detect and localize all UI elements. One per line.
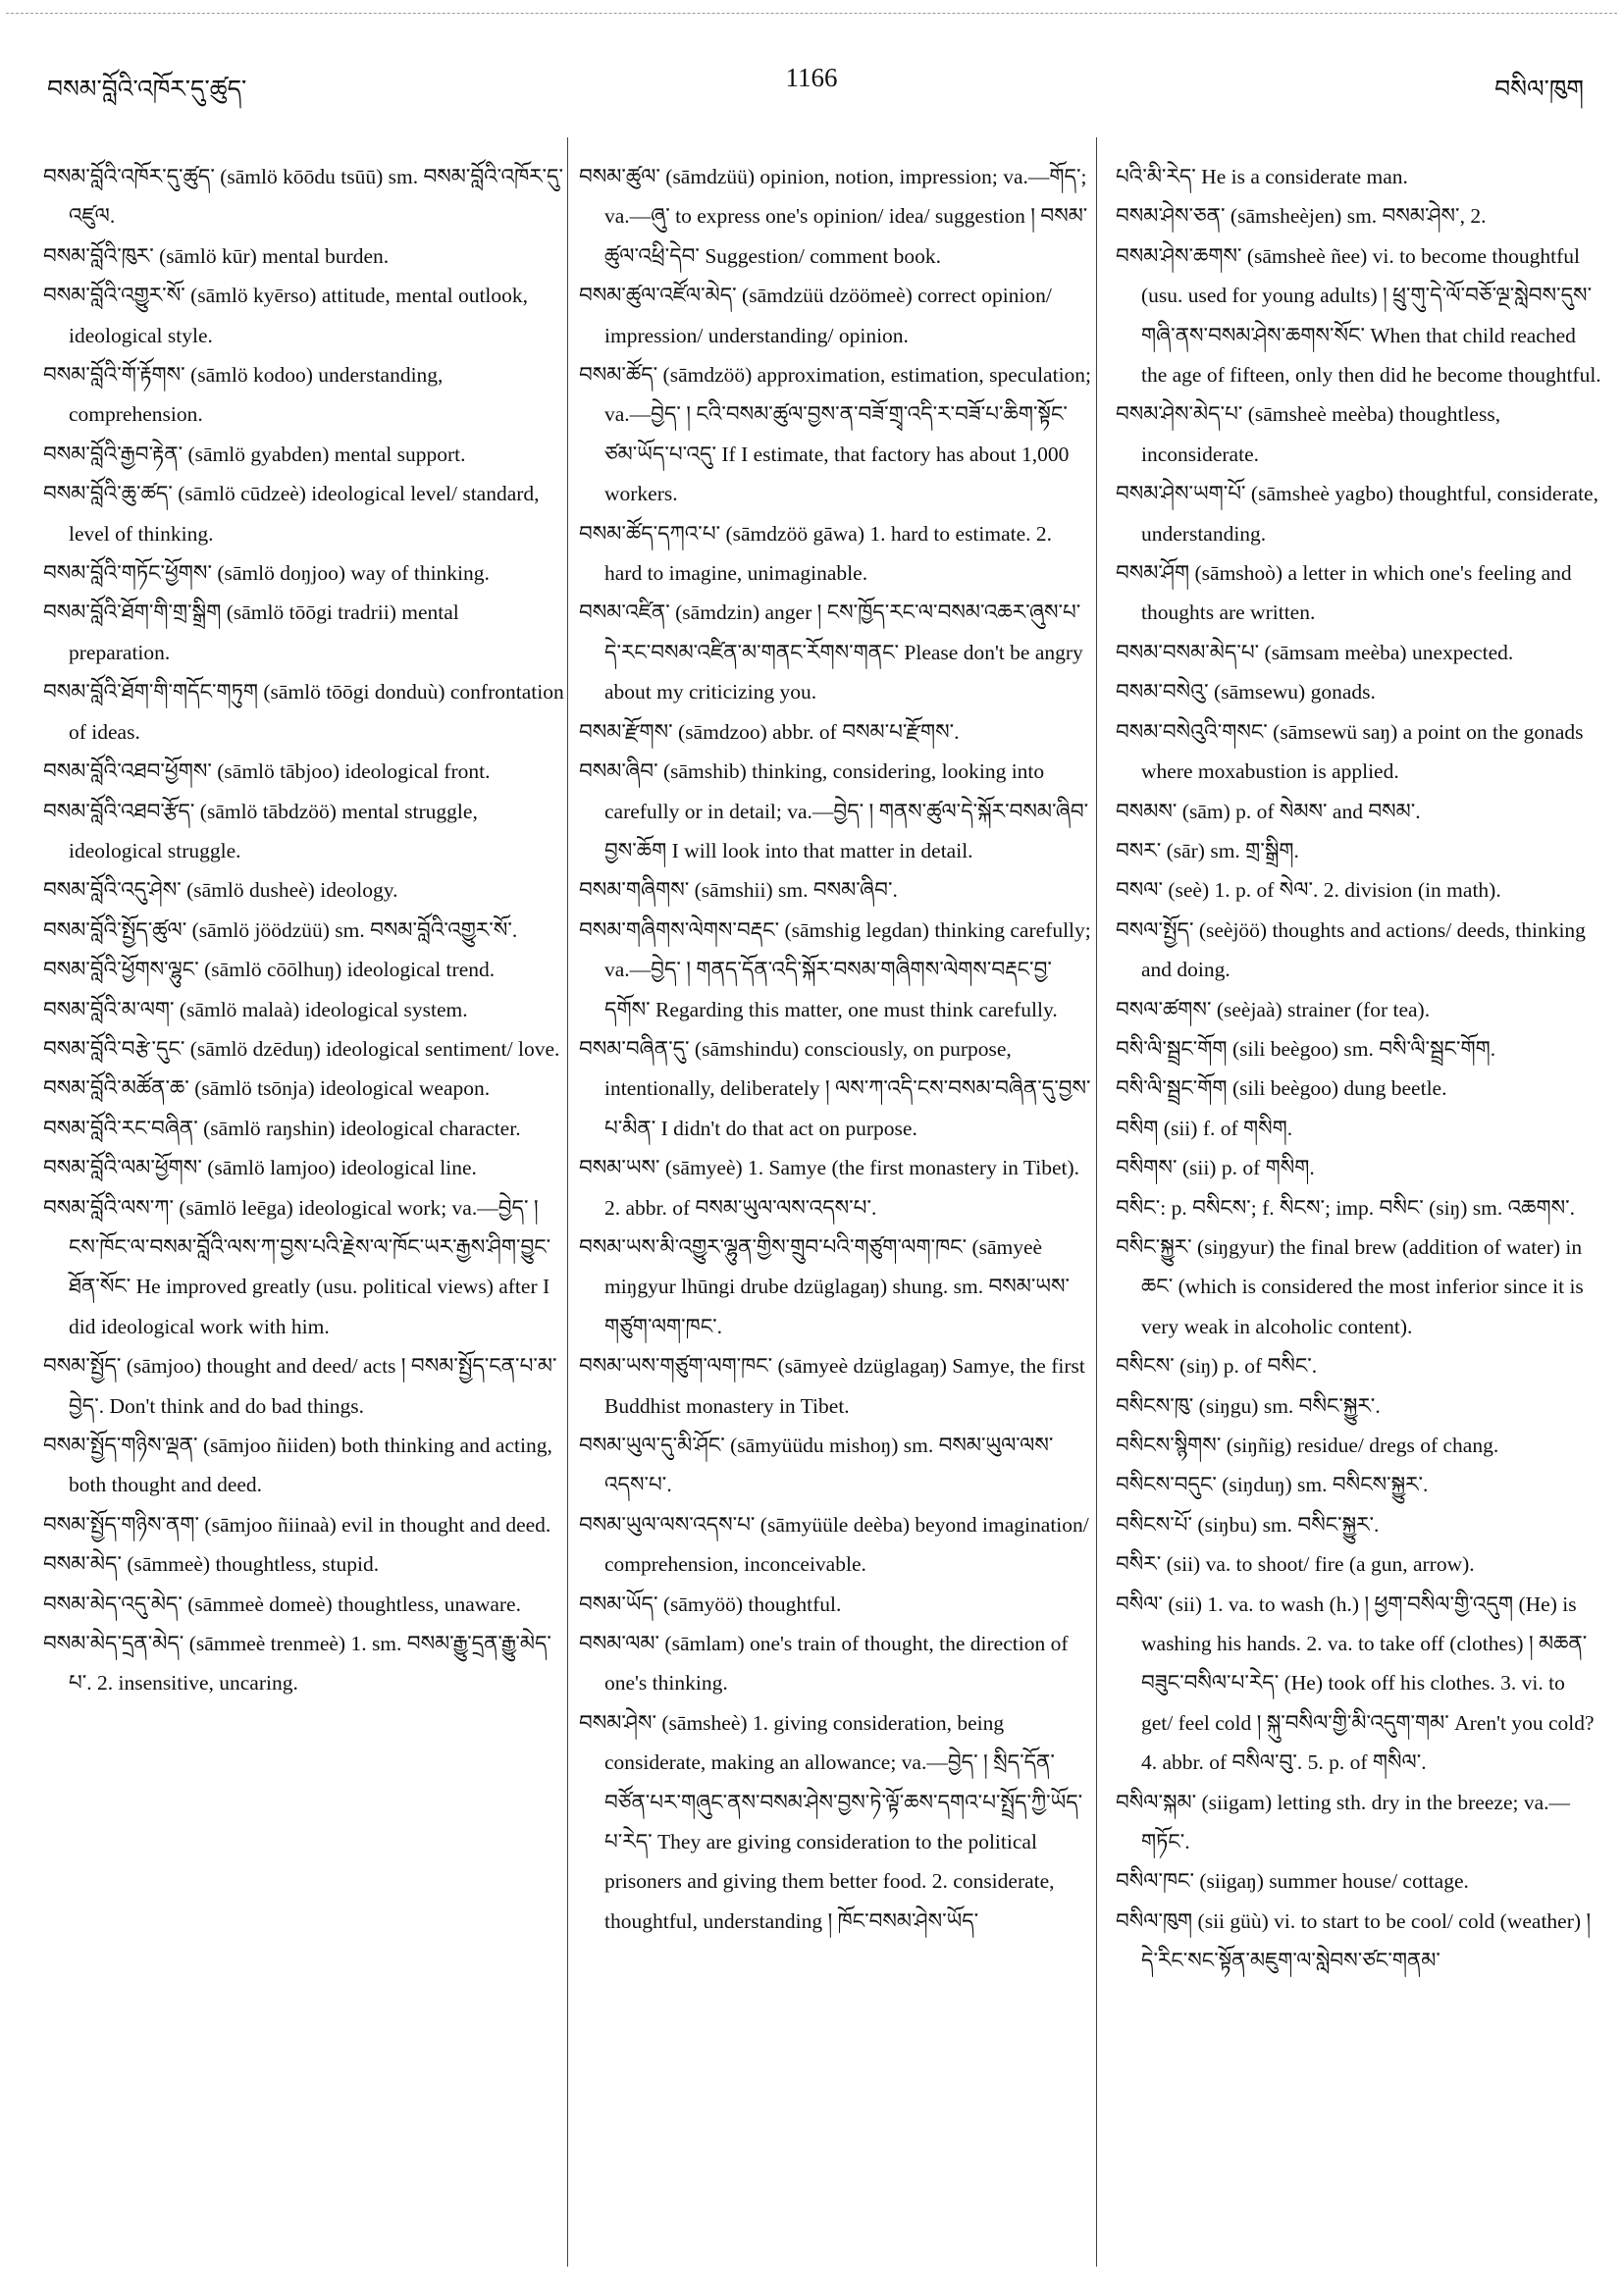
dictionary-entry: བསམ་འཛིན་ (sāmdzin) anger ། ངས་ཁྱོད་རང་ལ་བསམ་འཆར་ཞུས་པ་དེ་རང་བསམ་འཛིན་མ་གནང་རོགས་གནང་ Please don't be angry about my criticizing you. <box>579 600 1083 704</box>
dictionary-entry: བསིལ་སྐམ་ (siigam) letting sth. dry in the breeze; va.—གཏོང་. <box>1116 1790 1571 1854</box>
dictionary-entry: བསམ་ཞིབ་ (sāmshib) thinking, considering, looking into carefully or in detail; va.—བྱེད་ ། གནས་ཚུལ་དེ་སྐོར་བསམ་ཞིབ་བྱས་ཆོག I will look into that matter in detail. <box>579 759 1089 862</box>
dictionary-entry: བསིལ་ཁུག (sii güù) vi. to start to be cool/ cold (weather) ། དེ་རིང་སང་སྟོན་མཇུག་ལ་སླེབས་ཙང་གནམ་ <box>1116 1908 1592 1973</box>
dictionary-entry: བསི་ལི་སྦྲང་གོག (sili beègoo) dung beetle. <box>1116 1076 1447 1101</box>
dictionary-entry: བསམ་བསམ་མེད་པ་ (sāmsam meèba) unexpected. <box>1116 640 1514 664</box>
dictionary-entry: བསམ་སྤྱོད་ (sāmjoo) thought and deed/ acts ། བསམ་སྤྱོད་ངན་པ་མ་བྱེད་. Don't think and do bad things. <box>43 1354 557 1418</box>
dictionary-entry: བསམ་རྫོགས་ (sāmdzoo) abbr. of བསམ་པ་རྫོགས་. <box>579 719 960 744</box>
dictionary-entry: བསམ་ཤེས་ཡག་པོ་ (sāmsheè yagbo) thoughtful, considerate, understanding. <box>1116 482 1598 546</box>
dictionary-entry: བསིངས་ (siŋ) p. of བསིང་. <box>1116 1354 1318 1379</box>
dictionary-entry: བསམ་མེད་དྲན་མེད་ (sāmmeè trenmeè) 1. sm. བསམ་རྒྱུ་དྲན་རྒྱུ་མེད་པ་. 2. insensitive, uncaring. <box>43 1632 551 1696</box>
column-3 <box>1116 157 1601 2276</box>
dictionary-entry: བསམ་བློའི་རང་བཞིན་ (sāmlö raŋshin) ideological character. <box>43 1116 521 1140</box>
dictionary-entry: བསམ་བློའི་རྒྱབ་རྟེན་ (sāmlö gyabden) mental support. <box>43 442 466 466</box>
dictionary-entry: བསམ་ཚུལ་ (sāmdzüü) opinion, notion, impression; va.—གོད་; va.—ཞུ་ to express one's opinion/ idea/ suggestion ། བསམ་ཚུལ་འཕྲི་དེབ་ Suggestion/ comment book. <box>579 165 1088 268</box>
dictionary-entry: བསལ་ཚགས་ (seèjaà) strainer (for tea). <box>1116 997 1431 1021</box>
dictionary-entry: བསམ་བློའི་མ་ལག་ (sāmlö malaà) ideological system. <box>43 997 468 1021</box>
dictionary-entry: བསམ་བློའི་འཐབ་རྩོད་ (sāmlö tābdzöö) mental struggle, ideological struggle. <box>43 799 478 862</box>
dictionary-entry: བསལ་ (seè) 1. p. of སེལ་. 2. division (in math). <box>1116 878 1501 903</box>
dictionary-entry: བསམ་བློའི་ཐོག་གི་གྲ་སྒྲིག (sāmlö tōōgi tradrii) mental preparation. <box>43 600 459 664</box>
dictionary-entry: བསམ་བློའི་འཁོར་དུ་ཚུད་ (sāmlö kōōdu tsūū) sm. བསམ་བློའི་འཁོར་དུ་འཛུལ. <box>43 165 564 229</box>
dictionary-entry: བསམ་བློའི་འཐབ་ཕྱོགས་ (sāmlö tābjoo) ideological front. <box>43 759 491 784</box>
column-2 <box>579 157 1093 2276</box>
dictionary-entry: བསམ་ཡས་གཙུག་ལག་ཁང་ (sāmyeè dzüglagaŋ) Samye, the first Buddhist monastery in Tibet. <box>579 1354 1085 1418</box>
dictionary-entry: བསམ་བློའི་ཐོག་གི་གདོང་གཏུག (sāmlö tōōgi donduù) confrontation of ideas. <box>43 680 564 744</box>
dictionary-entry: བསིངས་བདུང་ (siŋduŋ) sm. བསིངས་སྐྱུར་. <box>1116 1473 1429 1497</box>
page-number: 1166 <box>785 63 838 92</box>
dictionary-entry: བསམ་བློའི་ཁུར་ (sāmlö kūr) mental burden. <box>43 243 390 268</box>
dictionary-entry: བསམ་བསེའུའི་གསང་ (sāmsewü saŋ) a point on the gonads where moxabustion is applied. <box>1116 719 1584 784</box>
right-running-head: བསིལ་ཁུག <box>1494 77 1584 103</box>
dictionary-entry: བསམ་བཞིན་དུ་ (sāmshindu) consciously, on purpose, intentionally, deliberately ། ལས་ཀ་འདི་ངས་བསམ་བཞིན་དུ་བྱས་པ་མིན་ I didn't do that act on purpose. <box>579 1036 1091 1140</box>
dictionary-entry: བསམ་ཡུལ་ལས་འདས་པ་ (sāmyüüle deèba) beyond imagination/ comprehension, inconceivable. <box>579 1512 1089 1577</box>
dictionary-entry: བསམ་སྤྱོད་གཉིས་ནག་ (sāmjoo ñiinaà) evil in thought and deed. <box>43 1512 551 1537</box>
dictionary-entry: བསམས་ (sām) p. of སེམས་ and བསམ་. <box>1116 799 1421 823</box>
dictionary-entry: བསམ་ཡོད་ (sāmyöö) thoughtful. <box>579 1592 842 1616</box>
dictionary-entry: བསམ་མེད་འདུ་མེད་ (sāmmeè domeè) thoughtless, unaware. <box>43 1592 521 1616</box>
dictionary-entry: བསར་ (sār) sm. གྲ་སྒྲིག. <box>1116 838 1299 862</box>
dictionary-entry: བསམ་བློའི་གཏོང་ཕྱོགས་ (sāmlö doŋjoo) way of thinking. <box>43 561 490 586</box>
dictionary-entry: བསམ་བློའི་ལས་ཀ་ (sāmlö leēga) ideological work; va.—བྱེད་ ། ངས་ཁོང་ལ་བསམ་བློའི་ལས་ཀ་བྱས་པའི་རྗེས་ལ་ཁོང་ཡར་རྒྱས་ཤིག་བྱུང་ཐོན་སོང་ He improved greatly (usu. political views) after I did ideological work with him. <box>43 1195 551 1338</box>
dictionary-entry: བསམ་ཤོག (sāmshoò) a letter in which one's feeling and thoughts are written. <box>1116 561 1572 625</box>
dictionary-entry: བསམ་ཤེས་ཅན་ (sāmsheèjen) sm. བསམ་ཤེས་, 2. <box>1116 204 1487 229</box>
column-divider-2 <box>1096 137 1097 2267</box>
column-1 <box>43 157 565 2276</box>
dictionary-entry: བསམ་བློའི་ཆུ་ཚད་ (sāmlö cūdzeè) ideological level/ standard, level of thinking. <box>43 482 540 546</box>
dictionary-entry: བསམ་ཤེས་མེད་པ་ (sāmsheè meèba) thoughtless, inconsiderate. <box>1116 402 1501 466</box>
dictionary-entry: བསམ་སྤྱོད་གཉིས་ལྡན་ (sāmjoo ñiiden) both thinking and acting, both thought and deed. <box>43 1434 552 1497</box>
dictionary-entry: བསམ་བློའི་འགྱུར་སོ་ (sāmlö kyērso) attitude, mental outlook, ideological style. <box>43 284 529 347</box>
dictionary-entry: བསམ་ཚོད་ (sāmdzöö) approximation, estimation, speculation; va.—བྱེད་ ། ངའི་བསམ་ཚུལ་བྱས་ན་བཟོ་གྲྭ་འདི་ར་བཟོ་པ་ཆིག་སྟོང་ཙམ་ཡོད་པ་འདུ་ If I estimate, that factory has about 1,000 workers. <box>579 363 1092 506</box>
dictionary-entry: བསིངས་པོ་ (siŋbu) sm. བསིང་སྐྱུར་. <box>1116 1512 1380 1537</box>
dictionary-entry: བསིང་: p. བསིངས་; f. སིངས་; imp. བསིང་ (siŋ) sm. འཆགས་. <box>1116 1195 1576 1220</box>
dictionary-entry: པའི་མི་རེད་ He is a considerate man. <box>1116 165 1408 188</box>
left-running-head: བསམ་བློའི་འཁོར་དུ་ཚུད་ <box>47 77 247 103</box>
dictionary-entry: བསམ་གཞིགས་ (sāmshii) sm. བསམ་ཞིབ་. <box>579 878 898 903</box>
dictionary-entry: བསམ་ཤེས་ཆགས་ (sāmsheè ñee) vi. to become thoughtful (usu. used for young adults) ། ཕྲུ་གུ་དེ་ལོ་བཅོ་ལྔ་སླེབས་དུས་གཞི་ནས་བསམ་ཤེས་ཆགས་སོང་ When that child reached the age of fifteen, only then did he become thoughtful. <box>1116 243 1601 388</box>
dictionary-entry: བསམ་བློའི་སྤྱོད་ཚུལ་ (sāmlö jöödzüü) sm. བསམ་བློའི་འགྱུར་སོ་. <box>43 917 518 942</box>
dictionary-entry: བསིལ་ཁང་ (siigaŋ) summer house/ cottage. <box>1116 1869 1469 1894</box>
dictionary-entry: བསིང་སྐྱུར་ (siŋgyur) the final brew (addition of water) in ཆང་ (which is considered the most inferior since it is very weak in alcoholic content). <box>1116 1234 1584 1338</box>
dictionary-entry: བསམ་ཡས་ (sāmyeè) 1. Samye (the first monastery in Tibet). 2. abbr. of བསམ་ཡུལ་ལས་འདས་པ་. <box>579 1156 1080 1220</box>
dictionary-entry: བསམ་ཡུལ་དུ་མི་ཤོང་ (sāmyüüdu mishoŋ) sm. བསམ་ཡུལ་ལས་འདས་པ་. <box>579 1434 1054 1497</box>
dictionary-entry: བསམ་བློའི་ལམ་ཕྱོགས་ (sāmlö lamjoo) ideological line. <box>43 1156 477 1180</box>
dictionary-entry: བསམ་ཤེས་ (sāmsheè) 1. giving consideration, being considerate, making an allowance; va.—བྱེད་ ། སྲིད་དོན་བཙོན་པར་གཞུང་ནས་བསམ་ཤེས་བྱས་ཏེ་ལྟོ་ཆས་དགའ་པ་སྤྲོད་ཀྱི་ཡོད་པ་རེད་ They are giving consideration to the political prisoners and giving them better food. 2. considerate, thoughtful, understanding ། ཁོང་བསམ་ཤེས་ཡོད་ <box>579 1710 1083 1933</box>
dictionary-entry: བསིགས་ (sii) p. of གསིག. <box>1116 1156 1315 1180</box>
top-scan-rule <box>6 13 1617 14</box>
dictionary-entry: བསམ་བློའི་ཕྱོགས་ལྷུང་ (sāmlö cōōlhuŋ) ideological trend. <box>43 958 496 982</box>
dictionary-entry: བསམ་བློའི་བརྩེ་དུང་ (sāmlö dzēduŋ) ideological sentiment/ love. <box>43 1036 560 1061</box>
dictionary-entry: བསམ་བསེའུ་ (sāmsewu) gonads. <box>1116 680 1376 704</box>
dictionary-entry: བསིངས་ཁུ་ (siŋgu) sm. བསིང་སྐྱུར་. <box>1116 1393 1381 1418</box>
dictionary-entry: བསམ་མེད་ (sāmmeè) thoughtless, stupid. <box>43 1552 380 1577</box>
dictionary-entry: བསམ་ཚུལ་འཛོལ་མེད་ (sāmdzüü dzöömeè) correct opinion/ impression/ understanding/ opinion. <box>579 284 1052 347</box>
dictionary-entry: བསམ་གཞིགས་ལེགས་བརྡང་ (sāmshig legdan) thinking carefully; va.—བྱེད་ ། གནད་དོན་འདི་སྐོར་བསམ་གཞིགས་ལེགས་བརྡང་བྱ་དགོས་ Regarding this matter, one must think carefully. <box>579 917 1091 1021</box>
dictionary-entry: བསི་ལི་སྦྲང་གོག (sili beègoo) sm. བསི་ལི་སྦྲང་གོག. <box>1116 1036 1496 1061</box>
dictionary-entry: བསམ་བློའི་མཚོན་ཆ་ (sāmlö tsōnja) ideological weapon. <box>43 1076 491 1101</box>
dictionary-entry: བསམ་བློའི་གོ་རྟོགས་ (sāmlö kodoo) understanding, comprehension. <box>43 363 444 427</box>
dictionary-entry: བསིག (sii) f. of གསིག. <box>1116 1116 1293 1140</box>
dictionary-entry: བསིར་ (sii) va. to shoot/ fire (a gun, arrow). <box>1116 1552 1475 1577</box>
dictionary-entry: བསམ་བློའི་འདུ་ཤེས་ (sāmlö dusheè) ideology. <box>43 878 398 903</box>
dictionary-entry: བསམ་ཚོད་དཀའ་པ་ (sāmdzöö gāwa) 1. hard to estimate. 2. hard to imagine, unimaginable. <box>579 521 1053 586</box>
dictionary-entry: བསིངས་སྙིགས་ (siŋñig) residue/ dregs of chang. <box>1116 1434 1499 1457</box>
dictionary-entry: བསིལ་ (sii) 1. va. to wash (h.) ། ཕྱག་བསིལ་གྱི་འདུག (He) is washing his hands. 2. va. to take off (clothes) ། མཆན་བཟུང་བསིལ་པ་རེད་ (He) took off his clothes. 3. vi. to get/ feel cold ། སྐུ་བསིལ་གྱི་མི་འདུག་གམ་ Aren't you cold? 4. abbr. of བསིལ་བུ་. 5. p. of གསིལ་. <box>1116 1592 1595 1775</box>
dictionary-entry: བསམ་ཡས་མི་འགྱུར་ལྷུན་གྱིས་གྲུབ་པའི་གཙུག་ལག་ཁང་ (sāmyeè miŋgyur lhūngi drube dzüglagaŋ) shung. sm. བསམ་ཡས་གཙུག་ལག་ཁང་. <box>579 1234 1071 1338</box>
dictionary-entry: བསམ་ལམ་ (sāmlam) one's train of thought, the direction of one's thinking. <box>579 1632 1069 1696</box>
dictionary-entry: བསལ་སྤྱོད་ (seèjöö) thoughts and actions/ deeds, thinking and doing. <box>1116 917 1586 982</box>
column-divider-1 <box>567 137 568 2267</box>
